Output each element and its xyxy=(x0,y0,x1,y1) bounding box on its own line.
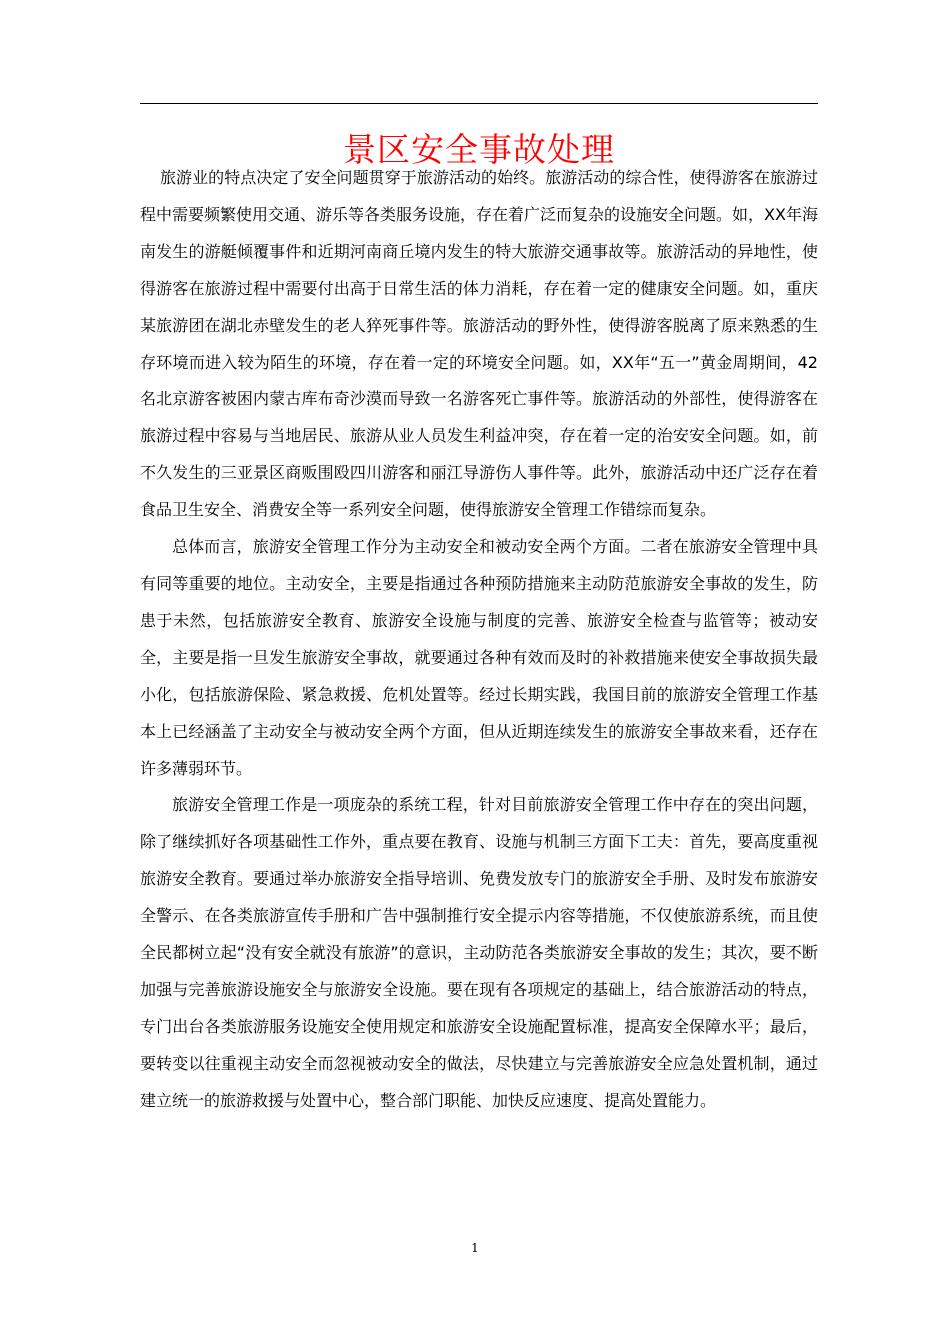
document-title: 景区安全事故处理 xyxy=(343,130,615,170)
paragraph-1: 旅游业的特点决定了安全问题贯穿于旅游活动的始终。旅游活动的综合性，使得游客在旅游过程中需要频繁使用交通、游乐等各类服务设施，存在着广泛而复杂的设施安全问题。如，XX年海南发生的游艇倾覆事件和近期河南商丘境内发生的特大旅游交通事故等。旅游活动的异地性，使得游客在旅游过程中需要付出高于日常生活的体力消耗，存在着一定的健康安全问题。如，重庆某旅游团在湖北赤壁发生的老人猝死事件等。旅游活动的野外性，使得游客脱离了原来熟悉的生存环境而进入较为陌生的环境，存在着一定的环境安全问题。如，XX年“五一”黄金周期间，42名北京游客被困内蒙古库布奇沙漠而导致一名游客死亡事件等。旅游活动的外部性，使得游客在旅游过程中容易与当地居民、旅游从业人员发生利益冲突，存在着一定的治安安全问题。如，前不久发生的三亚景区商贩围殴四川游客和丽江导游伤人事件等。此外，旅游活动中还广泛存在着食品卫生安全、消费安全等一系列安全问题，使得旅游安全管理工作错综而复杂。 xyxy=(140,168,818,520)
paragraph-3: 旅游安全管理工作是一项庞杂的系统工程，针对目前旅游安全管理工作中存在的突出问题，除了继续抓好各项基础性工作外，重点要在教育、设施与机制三方面下工夫：首先，要高度重视旅游安全教育。要通过举办旅游安全指导培训、免费发放专门的旅游安全手册、及时发布旅游安全警示、在各类旅游宣传手册和广告中强制推行安全提示内容等措施，不仅使旅游系统，而且使全民都树立起“没有安全就没有旅游”的意识，主动防范各类旅游安全事故的发生；其次，要不断加强与完善旅游设施安全与旅游安全设施。要在现有各项规定的基础上，结合旅游活动的特点，专门出台各类旅游服务设施安全使用规定和旅游安全设施配置标准，提高安全保障水平；最后，要转变以往重视主动安全而忽视被动安全的做法，尽快建立与完善旅游安全应急处置机制，通过建立统一的旅游救援与处置中心，整合部门职能、加快反应速度、提高处置能力。 xyxy=(140,795,818,1110)
paragraph-2: 总体而言，旅游安全管理工作分为主动安全和被动安全两个方面。二者在旅游安全管理中具有同等重要的地位。主动安全，主要是指通过各种预防措施来主动防范旅游安全事故的发生，防患于未然，包括旅游安全教育、旅游安全设施与制度的完善、旅游安全检查与监管等；被动安全，主要是指一旦发生旅游安全事故，就要通过各种有效而及时的补救措施来使安全事故损失最小化，包括旅游保险、紧急救援、危机处置等。经过长期实践，我国目前的旅游安全管理工作基本上已经涵盖了主动安全与被动安全两个方面，但从近期连续发生的旅游安全事故来看，还存在许多薄弱环节。 xyxy=(140,537,818,778)
document-body xyxy=(140,160,818,1120)
header-rule xyxy=(140,103,818,104)
page-number: 1 xyxy=(471,1241,479,1255)
